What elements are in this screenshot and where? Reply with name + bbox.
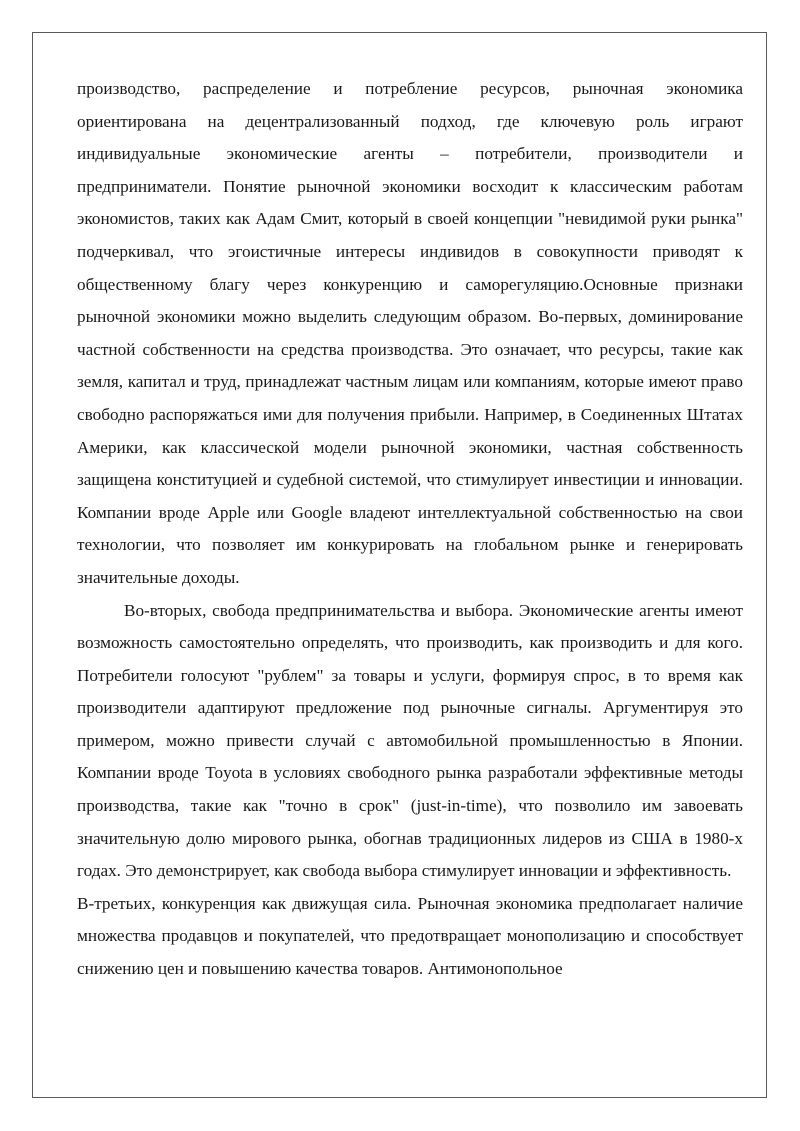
paragraph-competition: В-третьих, конкуренция как движущая сила. Рыночная экономика предполагает наличие множества продавцов и покупателей, что предотвращает монополизацию и способствует снижению цен и повышению качества товаров. Антимонопольное (77, 893, 743, 979)
paragraph-private-property: производство, распределение и потребление ресурсов, рыночная экономика ориентирована на децентрализованный подход, где ключевую роль играют индивидуальные экономические агенты – потребители, производители и предприниматели. Понятие рыночной экономики восходит к классическим работам экономистов, таких как Адам Смит, который в своей концепции "невидимой руки рынка" подчеркивал, что эгоистичные интересы индивидов в совокупности приводят к общественному благу через конкуренцию и саморегуляцию.Основные признаки рыночной экономики можно выделить следующим образом. Во-первых, доминирование частной собственности на средства производства. Это означает, что ресурсы, такие как земля, капитал и труд, принадлежат частным лицам или компаниям, которые имеют право свободно распоряжаться ими для получения прибыли. Например, в Соединенных Штатах Америки, как классической модели рыночной экономики, частная собственность защищена конституцией и судебной системой, что стимулирует инвестиции и инновации. Компании вроде Apple или Google владеют интеллектуальной собственностью на свои технологии, что позволяет им конкурировать на глобальном рынке и генерировать значительные доходы. (77, 79, 743, 587)
document-page (32, 32, 767, 1098)
page-body-text (77, 73, 743, 986)
paragraph-freedom-of-enterprise: Во-вторых, свобода предпринимательства и выбора. Экономические агенты имеют возможность самостоятельно определять, что производить, как производить и для кого. Потребители голосуют "рублем" за товары и услуги, формируя спрос, в то время как производители адаптируют предложение под рыночные сигналы. Аргументируя это примером, можно привести случай с автомобильной промышленностью в Японии. Компании вроде Toyota в условиях свободного рынка разработали эффективные методы производства, такие как "точно в срок" (just-in-time), что позволило им завоевать значительную долю мирового рынка, обогнав традиционных лидеров из США в 1980-х годах. Это демонстрирует, как свобода выбора стимулирует инновации и эффективность. (77, 600, 743, 881)
